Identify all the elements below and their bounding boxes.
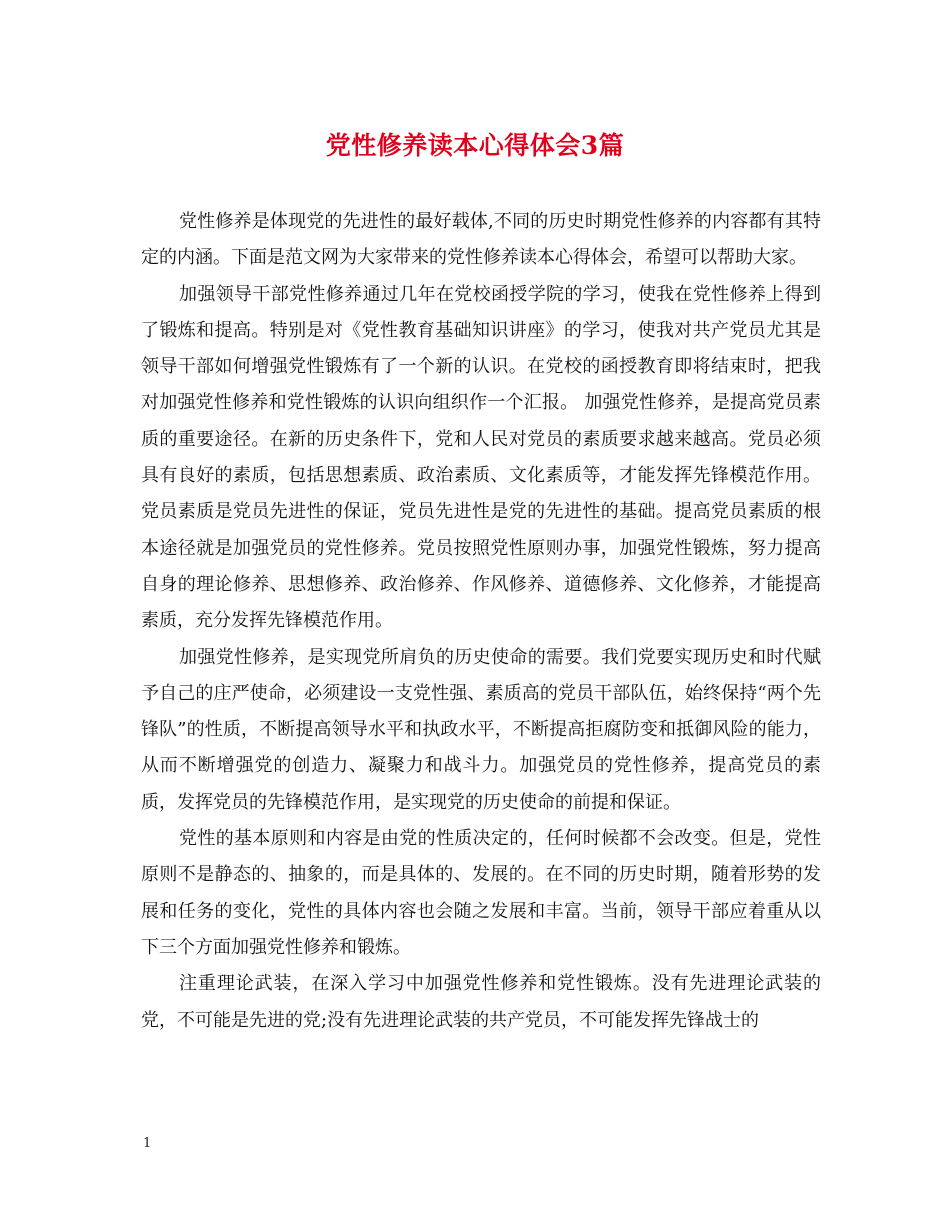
paragraph-leadership: 加强领导干部党性修养通过几年在党校函授学院的学习，使我在党性修养上得到了锻炼和提高。特别是对《党性教育基础知识讲座》的学习，使我对共产党员尤其是领导干部如何增强党性锻炼有了一个新的认识。在党校的函授教育即将结束时，把我对加强党性修养和党性锻炼的认识向组织作一个汇报。 加强党性修养，是提高党员素质的重要途径。在新的历史条件下，党和人民对党员的素质要求越来越高。党员必须具有良好的素质，包括思想素质、政治素质、文化素质等，才能发挥先锋模范作用。党员素质是党员先进性的保证，党员先进性是党的先进性的基础。提高党员素质的根本途径就是加强党员的党性修养。党员按照党性原则办事，加强党性锻炼，努力提高自身的理论修养、思想修养、政治修养、作风修养、道德修养、文化修养，才能提高素质，充分发挥先锋模范作用。 (141, 283, 821, 632)
paragraph-intro: 党性修养是体现党的先进性的最好载体,不同的历史时期党性修养的内容都有其特定的内涵。下面是范文网为大家带来的党性修养读本心得体会，希望可以帮助大家。 (141, 211, 821, 269)
page-number: 1 (143, 1136, 152, 1151)
paragraph-principles: 党性的基本原则和内容是由党的性质决定的，任何时候都不会改变。但是，党性原则不是静态的、抽象的，而是具体的、发展的。在不同的历史时期，随着形势的发展和任务的变化，党性的具体内容也会随之发展和丰富。当前，领导干部应着重从以下三个方面加强党性修养和锻炼。 (141, 828, 821, 958)
paragraph-theory: 注重理论武装，在深入学习中加强党性修养和党性锻炼。没有先进理论武装的党，不可能是先进的党;没有先进理论武装的共产党员，不可能发挥先锋战士的 (141, 973, 821, 1031)
document-body (141, 204, 821, 1039)
document-title: 党性修养读本心得体会3篇 (325, 131, 625, 160)
paragraph-historic-mission: 加强党性修养，是实现党所肩负的历史使命的需要。我们党要实现历史和时代赋予自己的庄严使命，必须建设一支党性强、素质高的党员干部队伍，始终保持“两个先锋队”的性质，不断提高领导水平和执政水平，不断提高拒腐防变和抵御风险的能力，从而不断增强党的创造力、凝聚力和战斗力。加强党员的党性修养，提高党员的素质，发挥党员的先锋模范作用，是实现党的历史使命的前提和保证。 (141, 646, 821, 813)
